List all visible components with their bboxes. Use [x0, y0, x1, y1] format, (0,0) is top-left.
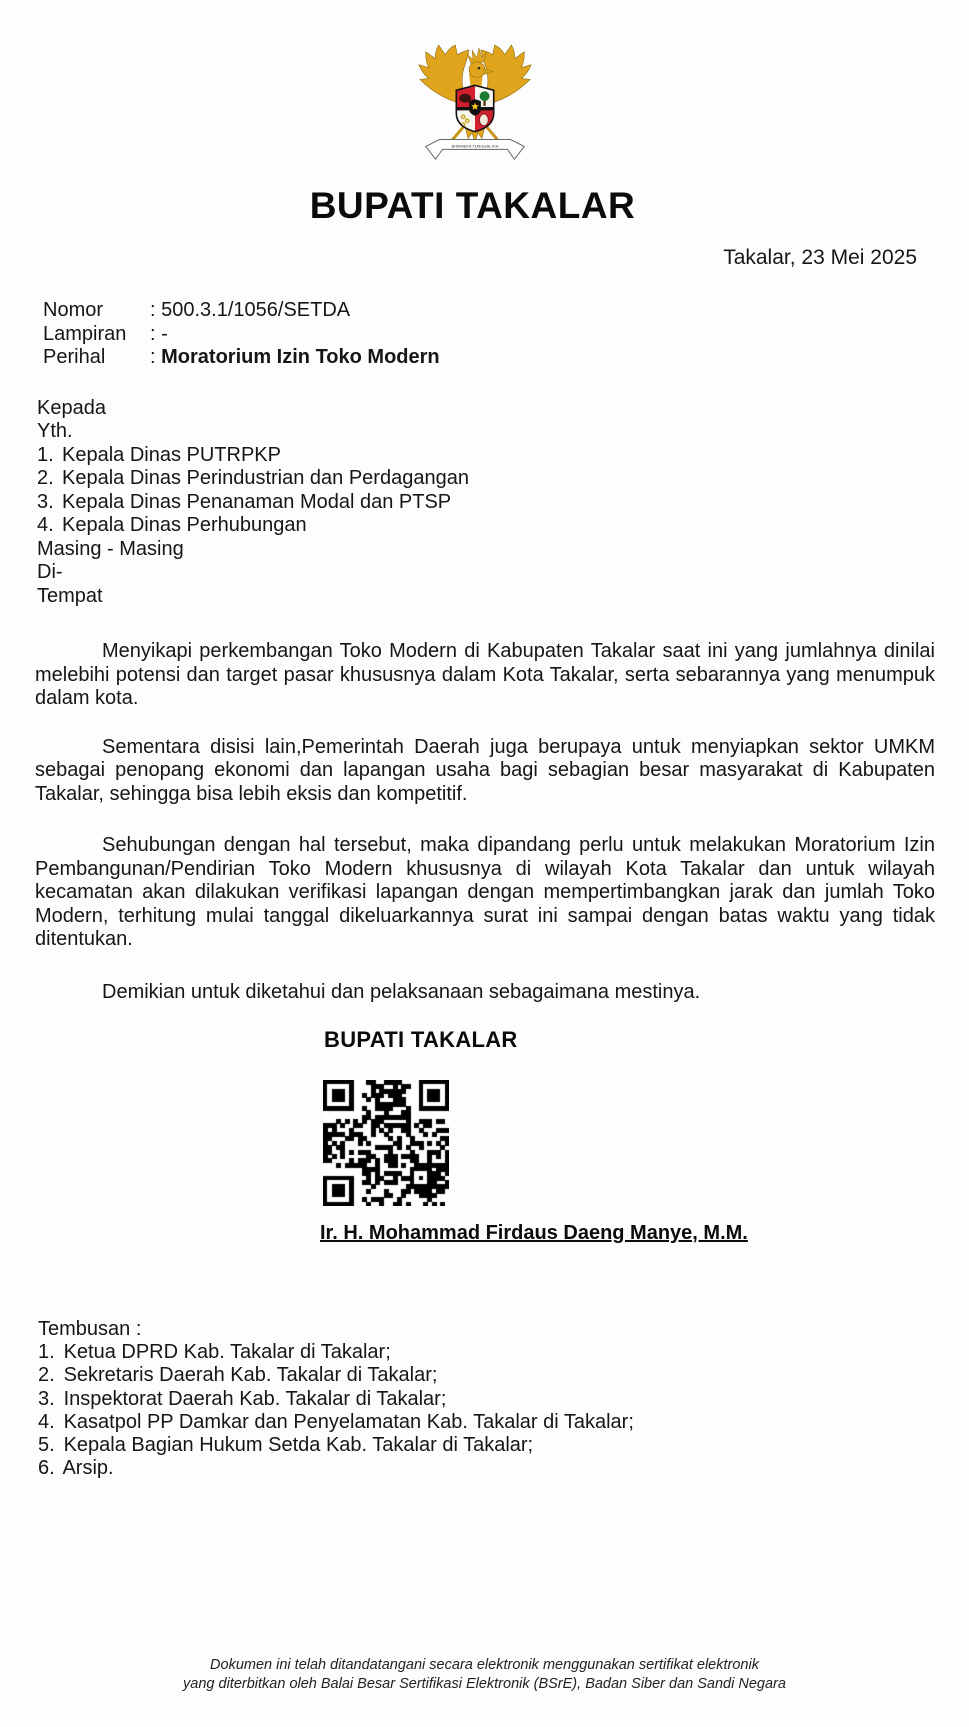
item-text: Sekretaris Daerah Kab. Takalar di Takalar;: [63, 1364, 438, 1387]
item-number: 3.: [38, 1387, 55, 1410]
tembusan-block: [38, 1318, 969, 1480]
letter-meta: [43, 299, 969, 370]
item-number: 1.: [37, 443, 54, 466]
garuda-pancasila-emblem: [410, 44, 540, 174]
meta-label: Perihal: [43, 346, 106, 368]
pancasila-shield: [456, 85, 493, 131]
tembusan-item: [38, 1364, 969, 1387]
tembusan-item: [38, 1411, 969, 1434]
qr-code: [323, 1080, 449, 1206]
rice-cotton-symbol: [479, 114, 488, 126]
motto-ribbon: [425, 140, 523, 160]
item-number: 2.: [37, 467, 54, 489]
page-title: BUPATI TAKALAR: [309, 185, 636, 226]
tembusan-item: [38, 1434, 969, 1457]
item-text: Ketua DPRD Kab. Takalar di Takalar;: [63, 1341, 391, 1364]
motto-text: BHINNEKA TUNGGAL IKA: [450, 143, 499, 149]
banyan-tree-symbol: [479, 91, 489, 101]
recipient-item: [37, 467, 969, 491]
recipient-kepada: Kepada: [37, 396, 106, 419]
item-text: Kasatpol PP Damkar dan Penyelamatan Kab. Takalar di Takalar;: [63, 1410, 634, 1433]
item-number: 1.: [38, 1341, 55, 1364]
meta-label: Lampiran: [43, 322, 127, 345]
letterhead: [0, 44, 959, 174]
item-text: Arsip.: [62, 1457, 114, 1480]
recipient-closing-line: Di-: [37, 561, 63, 583]
item-number: 6.: [38, 1457, 55, 1480]
recipient-block: [37, 397, 969, 609]
meta-separator: :: [150, 299, 156, 321]
tembusan-item: [38, 1457, 969, 1480]
item-text: Kepala Dinas Penanaman Modal dan PTSP: [62, 490, 452, 513]
tembusan-item: [38, 1341, 969, 1364]
item-number: 2.: [38, 1364, 55, 1387]
electronic-signature-footer: [0, 1656, 969, 1694]
meta-separator: :: [150, 322, 156, 345]
recipient-yth: Yth.: [37, 420, 73, 442]
signature-name: Ir. H. Mohammad Firdaus Daeng Manye, M.M.: [320, 1222, 748, 1244]
tembusan-item: [38, 1388, 969, 1411]
meta-row-lampiran: [43, 323, 969, 347]
body-paragraph: Sehubungan dengan hal tersebut, maka dipandang perlu untuk melakukan Moratorium Izin Pembangunan/Pendirian Toko Modern khususnya di wilayah Kota Takalar dan untuk wilayah kecamatan akan dilakukan verifikasi lapangan dengan mempertimbangkan jarak dan jumlah Toko Modern, terhitung mulai tanggal dikeluarkannya surat ini sampai dengan batas waktu yang tidak ditentukan.: [35, 834, 935, 950]
meta-value: Moratorium Izin Toko Modern: [161, 346, 440, 368]
meta-separator: :: [150, 346, 156, 368]
item-text: Inspektorat Daerah Kab. Takalar di Takalar;: [63, 1387, 447, 1410]
meta-label: Nomor: [43, 299, 104, 321]
signature-title: BUPATI TAKALAR: [324, 1027, 518, 1052]
recipient-item: [37, 444, 969, 468]
footer-line: yang diterbitkan oleh Balai Besar Sertifikasi Elektronik (BSrE), Badan Siber dan Sandi Negara: [183, 1676, 786, 1692]
closing-paragraph: Demikian untuk diketahui dan pelaksanaan sebagaimana mestinya.: [102, 980, 701, 1003]
footer-line: Dokumen ini telah ditandatangani secara elektronik menggunakan sertifikat elektronik: [210, 1657, 759, 1673]
item-number: 4.: [37, 514, 54, 536]
date-line: Takalar, 23 Mei 2025: [723, 246, 917, 269]
recipient-closing-line: Tempat: [37, 584, 103, 607]
meta-row-nomor: [43, 299, 969, 323]
recipient-item: [37, 491, 969, 515]
body-paragraph: Menyikapi perkembangan Toko Modern di Kabupaten Takalar saat ini yang jumlahnya dinilai melebihi potensi dan target pasar khususnya dalam Kota Takalar, serta sebarannya yang menumpuk dalam kota.: [35, 640, 935, 709]
body-paragraph: Sementara disisi lain,Pemerintah Daerah juga berupaya untuk menyiapkan sektor UMKM sebagai penopang ekonomi dan lapangan usaha bagi sebagian besar masyarakat di Kabupaten Takalar, sehingga bisa lebih eksis dan kompetitif.: [35, 735, 935, 805]
meta-value: -: [161, 322, 168, 345]
item-number: 5.: [38, 1434, 55, 1457]
item-text: Kepala Dinas Perindustrian dan Perdagangan: [62, 467, 469, 489]
recipient-item: [37, 514, 969, 538]
item-text: Kepala Bagian Hukum Setda Kab. Takalar di Takalar;: [63, 1434, 534, 1457]
meta-row-perihal: [43, 346, 969, 370]
recipient-closing-line: Masing - Masing: [37, 537, 184, 560]
item-number: 3.: [37, 490, 54, 513]
item-text: Kepala Dinas Perhubungan: [62, 514, 307, 536]
tembusan-label: Tembusan :: [38, 1318, 142, 1340]
item-number: 4.: [38, 1410, 55, 1433]
item-text: Kepala Dinas PUTRPKP: [62, 443, 281, 466]
meta-value: 500.3.1/1056/SETDA: [161, 299, 351, 321]
